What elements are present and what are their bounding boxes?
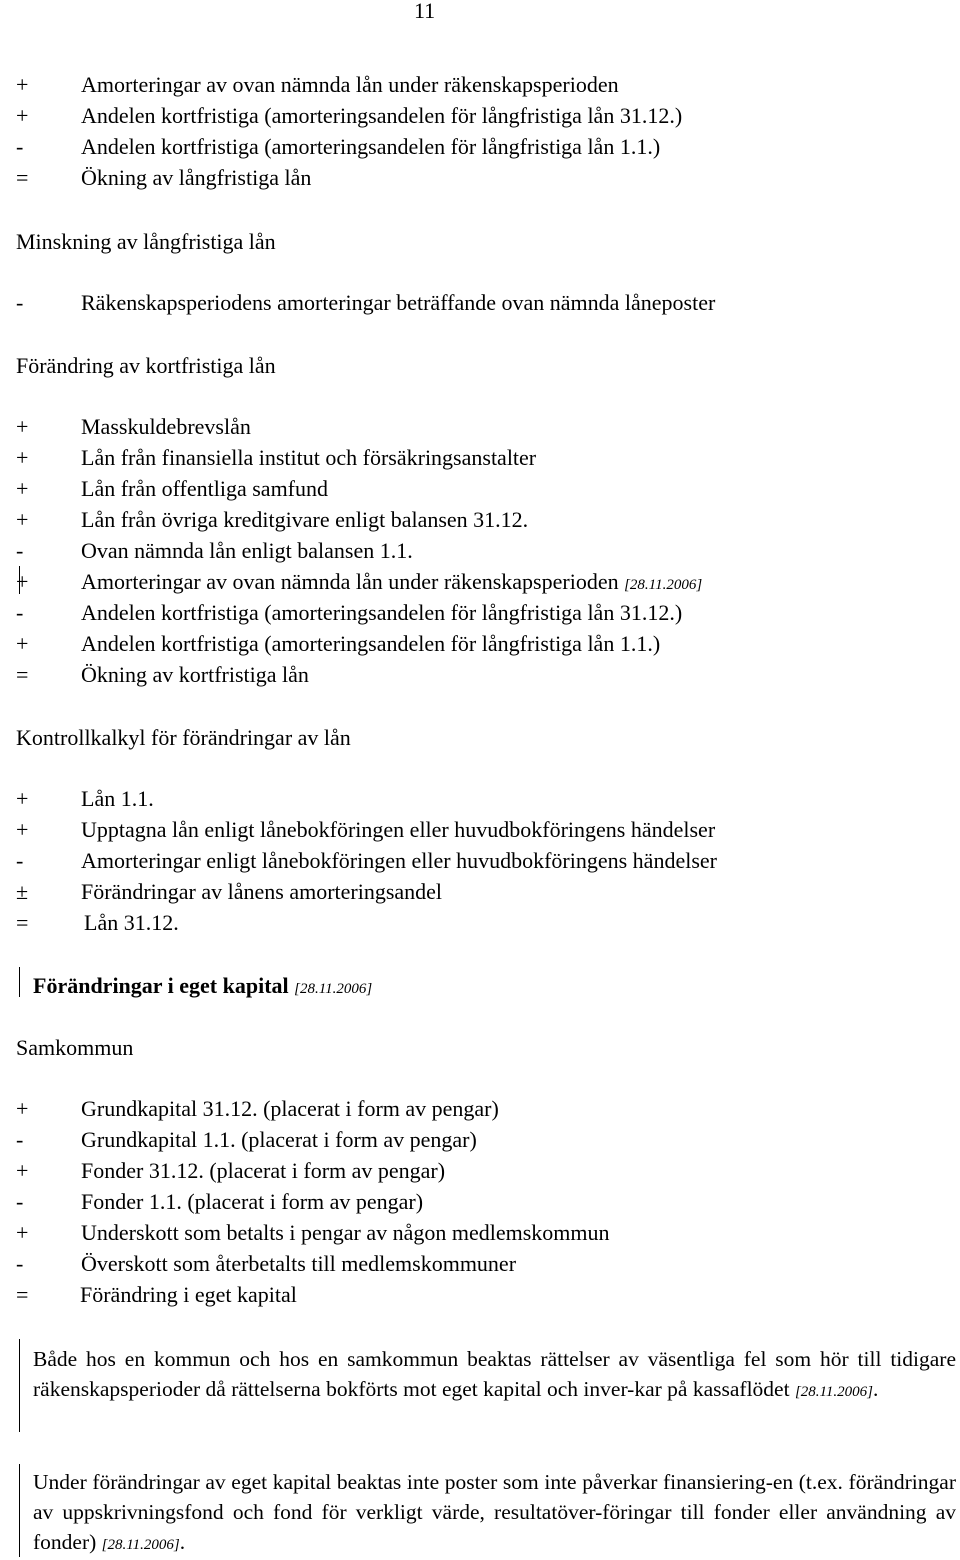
item-text: Ökning av långfristiga lån — [81, 165, 312, 190]
item-text — [81, 567, 702, 600]
operator: - — [16, 848, 24, 873]
item-text: Överskott som återbetalts till medlemskommuner — [81, 1251, 517, 1276]
item-text: Fonder 1.1. (placerat i form av pengar) — [81, 1189, 424, 1214]
operator: + — [16, 414, 29, 439]
item-text: Grundkapital 31.12. (placerat i form av pengar) — [81, 1096, 499, 1121]
item-text: Ovan nämnda lån enligt balansen 1.1. — [81, 538, 413, 563]
item-text: Förändringar av lånens amorteringsandel — [81, 879, 443, 904]
date-stamp: [28.11.2006] — [101, 1537, 180, 1553]
item-text: Andelen kortfristiga (amorteringsandelen för långfristiga lån 1.1.) — [81, 631, 661, 656]
operator: - — [16, 1127, 24, 1152]
revision-bar — [19, 1339, 20, 1432]
operator: + — [16, 1220, 29, 1245]
operator: = — [16, 910, 29, 935]
date-stamp: [28.11.2006] — [794, 1384, 873, 1400]
item-text: Räkenskapsperiodens amorteringar beträffande ovan nämnda låneposter — [81, 290, 716, 315]
operator: = — [16, 662, 29, 687]
date-stamp: [28.11.2006] — [624, 577, 703, 593]
item-text: Grundkapital 1.1. (placerat i form av pengar) — [81, 1127, 477, 1152]
operator: - — [16, 134, 24, 159]
item-text: Andelen kortfristiga (amorteringsandelen för långfristiga lån 1.1.) — [81, 134, 661, 159]
operator: - — [16, 1251, 24, 1276]
section-heading: Minskning av långfristiga lån — [16, 229, 276, 254]
paragraph-tail: . — [179, 1530, 186, 1554]
item-text: Underskott som betalts i pengar av någon medlemskommun — [81, 1220, 610, 1245]
heading-label: Förändringar i eget kapital — [33, 973, 289, 998]
item-text: Fonder 31.12. (placerat i form av pengar) — [81, 1158, 446, 1183]
operator: ± — [16, 879, 29, 904]
operator: + — [16, 817, 29, 842]
page-number: 11 — [414, 0, 436, 23]
section-heading: Förändring av kortfristiga lån — [16, 353, 276, 378]
operator: - — [16, 600, 24, 625]
item-text: Upptagna lån enligt lånebokföringen eller huvudbokföringens händelser — [81, 817, 716, 842]
operator: = — [16, 1282, 29, 1307]
operator: + — [16, 1158, 29, 1183]
section-heading — [33, 971, 372, 1001]
operator: + — [16, 569, 29, 594]
operator: + — [16, 476, 29, 501]
item-text: Amorteringar enligt lånebokföringen eller huvudbokföringens händelser — [81, 848, 717, 873]
operator: + — [16, 631, 29, 656]
operator: - — [16, 1189, 24, 1214]
item-text: Ökning av kortfristiga lån — [81, 662, 309, 687]
item-text: Lån 31.12. — [84, 910, 179, 935]
item-text: Förändring i eget kapital — [80, 1282, 297, 1307]
operator: - — [16, 290, 24, 315]
paragraph — [33, 1344, 956, 1407]
operator: + — [16, 445, 29, 470]
item-text: Andelen kortfristiga (amorteringsandelen för långfristiga lån 31.12.) — [81, 103, 683, 128]
item-text: Amorteringar av ovan nämnda lån under räkenskapsperioden — [81, 72, 619, 97]
section-subheading: Samkommun — [16, 1035, 134, 1060]
item-text: Masskuldebrevslån — [81, 414, 251, 439]
item-text: Andelen kortfristiga (amorteringsandelen för långfristiga lån 31.12.) — [81, 600, 683, 625]
operator: = — [16, 165, 29, 190]
item-text: Lån från finansiella institut och försäkringsanstalter — [81, 445, 537, 470]
operator: + — [16, 103, 29, 128]
section-heading: Kontrollkalkyl för förändringar av lån — [16, 725, 351, 750]
paragraph-tail: . — [873, 1377, 879, 1401]
operator: - — [16, 538, 24, 563]
paragraph — [33, 1467, 956, 1560]
paragraph-text: Både hos en kommun och hos en samkommun beaktas rättelser av väsentliga fel som hör till tidigare räkenskapsperioder då rättelserna bokförts mot eget kapital och inver-kar på kassaflödet — [33, 1347, 956, 1401]
item-text: Lån från offentliga samfund — [81, 476, 329, 501]
revision-bar — [19, 967, 20, 997]
item-text: Lån 1.1. — [81, 786, 154, 811]
item-label: Amorteringar av ovan nämnda lån under räkenskapsperioden — [81, 569, 619, 594]
operator: + — [16, 72, 29, 97]
item-text: Lån från övriga kreditgivare enligt balansen 31.12. — [81, 507, 529, 532]
operator: + — [16, 1096, 29, 1121]
revision-bar — [19, 1464, 20, 1557]
operator: + — [16, 507, 29, 532]
operator: + — [16, 786, 29, 811]
date-stamp: [28.11.2006] — [294, 981, 373, 997]
paragraph-text: Under förändringar av eget kapital beaktas inte poster som inte påverkar finansiering-en (t.ex. förändringar av uppskrivningsfond och fond för verkligt värde, resultatöver-föringar till fonder eller användning av fonder) — [33, 1470, 956, 1554]
